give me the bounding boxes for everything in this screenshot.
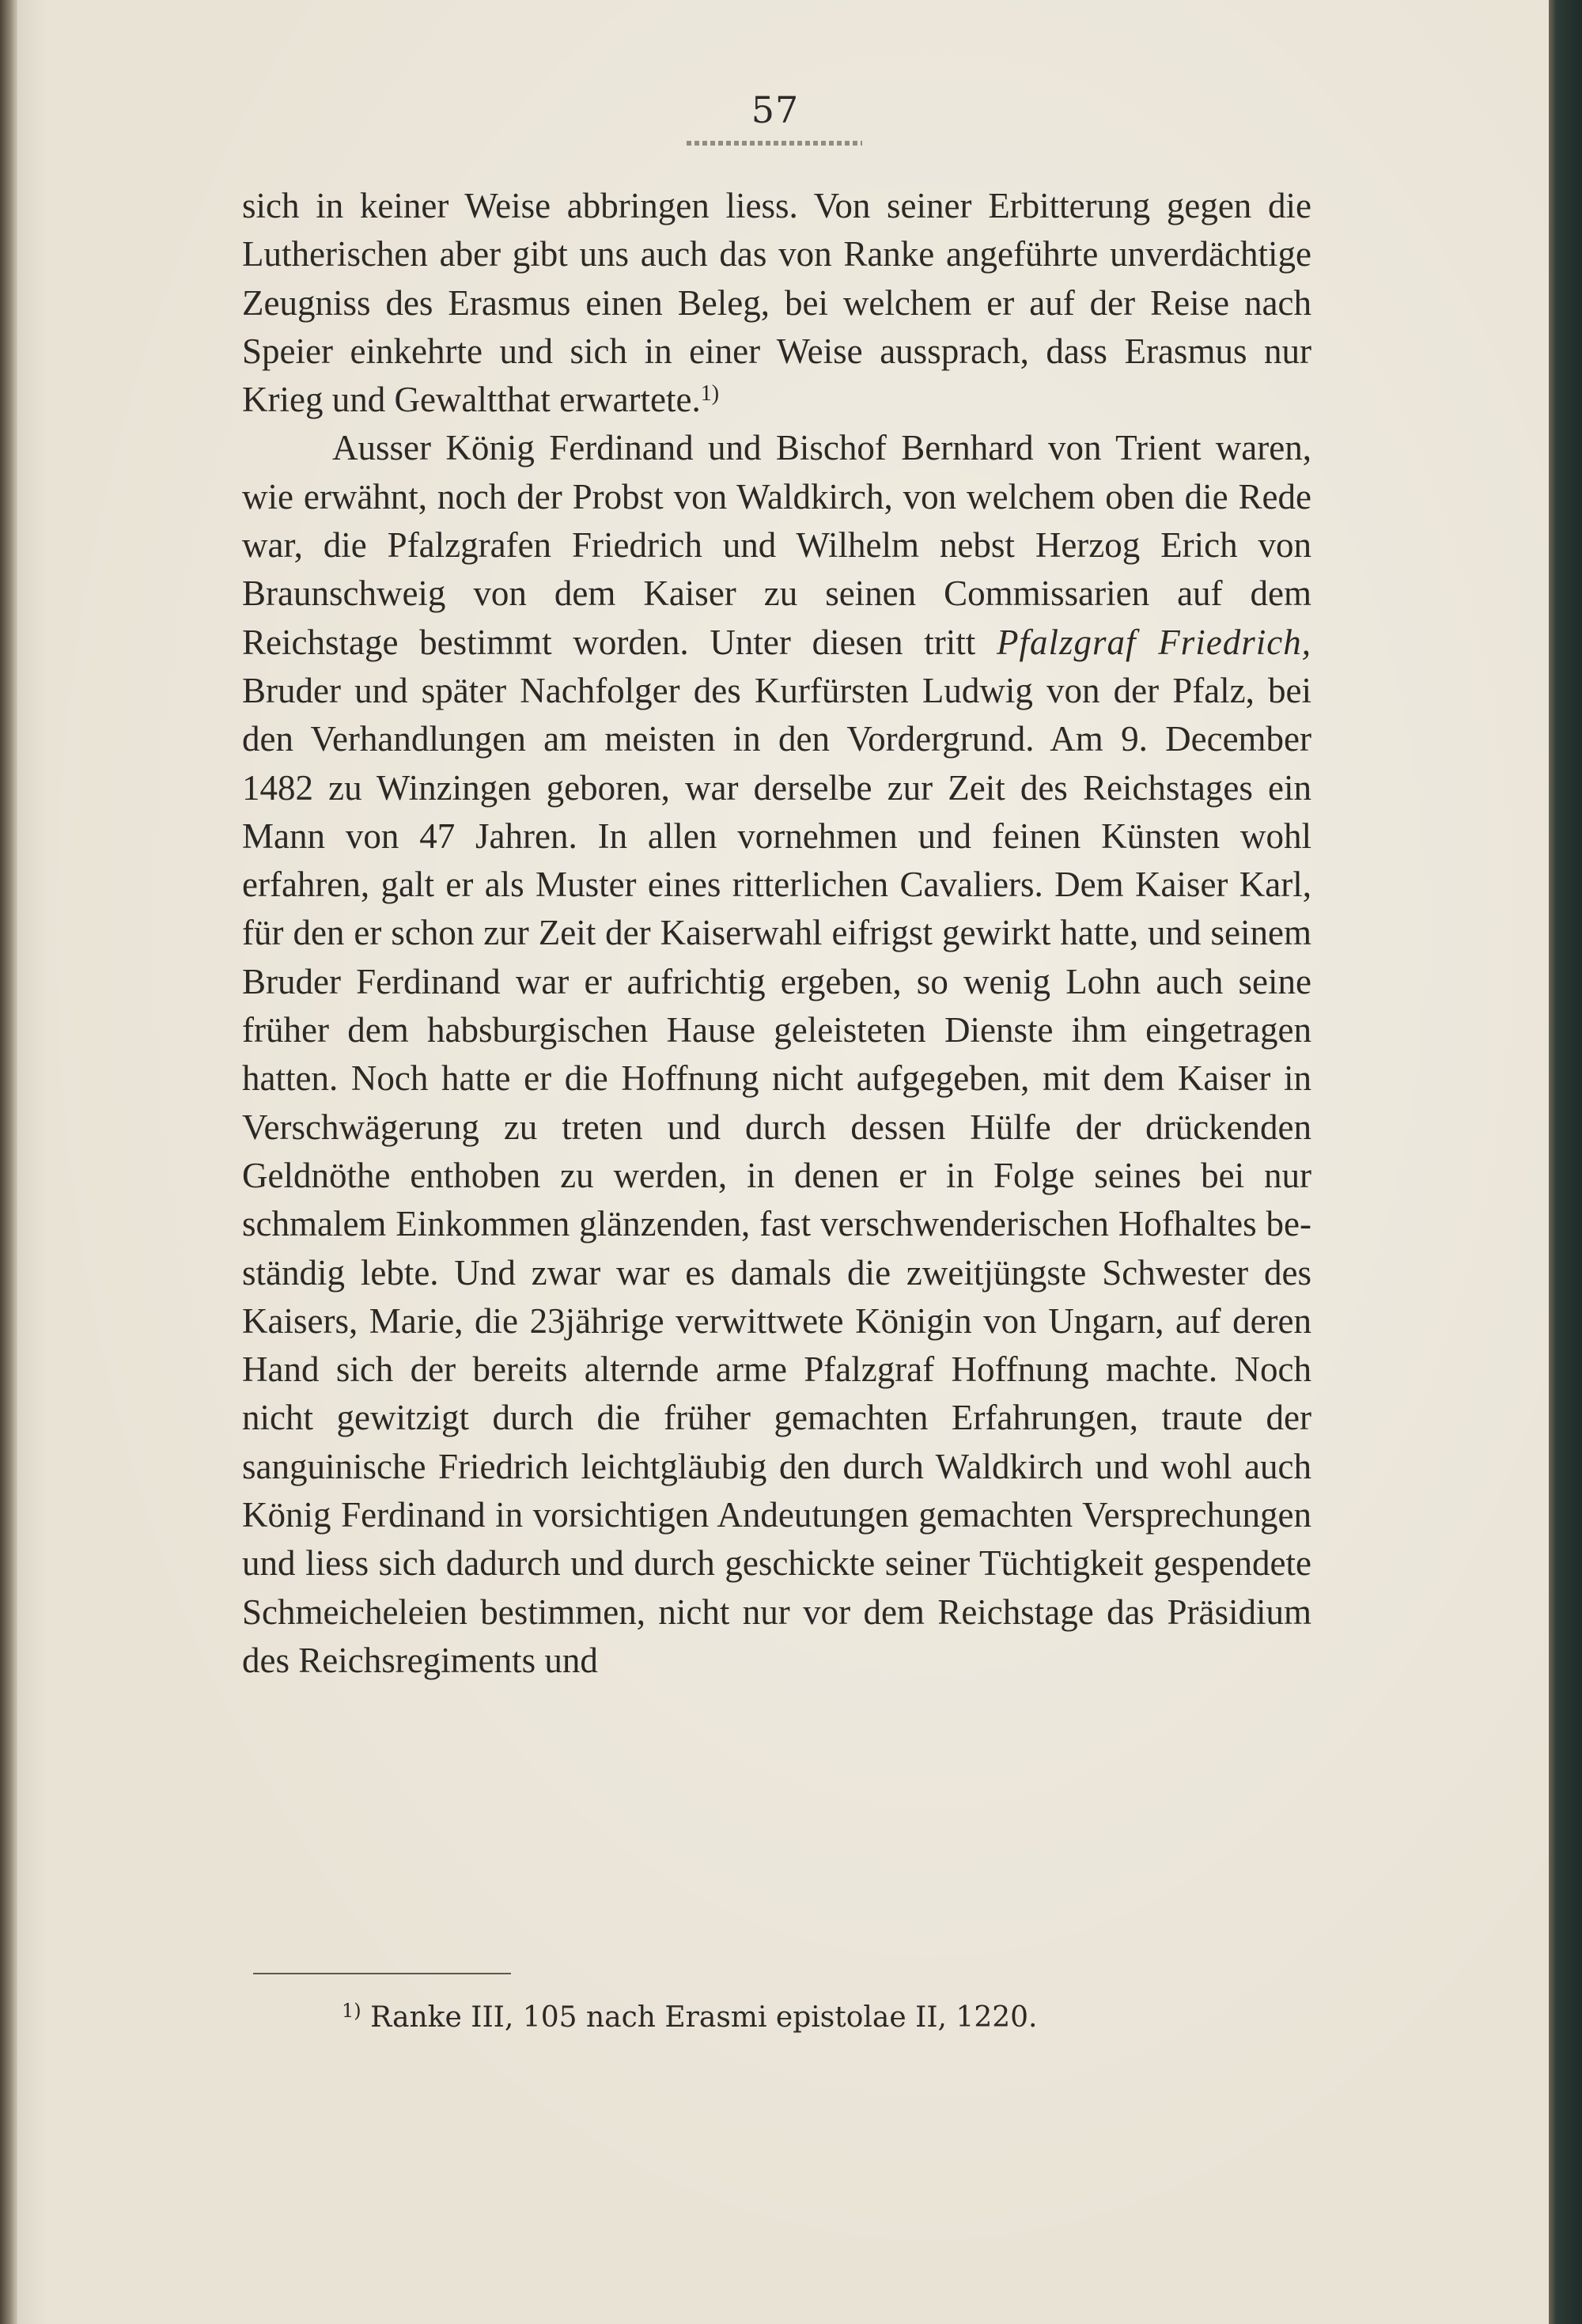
- binding-edge: [0, 0, 17, 2324]
- paragraph-1-text: sich in keiner Weise abbringen liess. Von seiner Erbitterung gegen die Lutherischen aber gibt uns auch das von Ranke angeführte unverdächtige Zeugniss des Erasmus einen Beleg, bei welchem er auf der Reise nach Speier einkehrte und sich in einer Weise aussprach, dass Erasmus nur Krieg und Gewaltthat erwartete.: [242, 186, 1311, 420]
- emphasized-name: Pfalzgraf Friedrich,: [997, 622, 1312, 662]
- paragraph-2-text-start: Ausser König Ferdinand und Bischof Bernhard von Trient waren, wie erwähnt, noch der Probst von Waldkirch, von welchem oben die Rede war, die Pfalzgrafen Friedrich und Wilhelm nebst Herzog Erich von Braunschweig von dem Kaiser zu seinen Commissarien auf dem Reichstage bestimmt worden. Unter diesen tritt: [242, 428, 1311, 662]
- body-text: [242, 182, 1311, 1685]
- page-number-ornament-rule: [687, 141, 862, 146]
- paragraph-2: [242, 424, 1311, 1685]
- page-number: 57: [751, 89, 800, 131]
- footnote-separator: [253, 1973, 511, 1974]
- book-cover-edge: [1549, 0, 1582, 2324]
- paragraph-2-text-end: Bruder und später Nachfolger des Kurfürsten Ludwig von der Pfalz, bei den Verhandlungen am meisten in den Vordergrund. Am 9. December 1482 zu Winzingen geboren, war derselbe zur Zeit des Reichstages ein Mann von 47 Jahren. In allen vornehmen und feinen Künsten wohl erfahren, galt er als Muster eines ritterlichen Cavaliers. Dem Kaiser Karl, für den er schon zur Zeit der Kaiserwahl eifrigst gewirkt hatte, und seinem Bruder Ferdinand war er aufrichtig ergeben, so wenig Lohn auch seine früher dem habsburgischen Hause geleisteten Dienste ihm eingetragen hatten. Noch hatte er die Hoffnung nicht aufgegeben, mit dem Kaiser in Verschwägerung zu treten und durch dessen Hülfe der drückenden Geldnöthe enthoben zu werden, in denen er in Folge seines bei nur schmalem Einkommen glänzenden, fast verschwenderischen Hofhaltes beständig lebte. Und zwar war es damals die zweitjüngste Schwester des Kaisers, Marie, die 23jährige verwittwete Königin von Ungarn, auf deren Hand sich der bereits alternde arme Pfalzgraf Hoffnung machte. Noch nicht gewitzigt durch die früher gemachten Erfahrungen, traute der sanguinische Friedrich leichtgläubig den durch Waldkirch und wohl auch König Ferdinand in vorsichtigen Andeutungen gemachten Versprechungen und liess sich dadurch und durch geschickte seiner Tüchtigkeit gespendete Schmeicheleien bestimmen, nicht nur vor dem Reichstage das Präsidium des Reichsregiments und: [242, 670, 1311, 1680]
- footnote-mark: 1): [342, 2000, 361, 2022]
- footnote-reference-mark: 1): [700, 381, 720, 407]
- footnote-text: Ranke III, 105 nach Erasmi epistolae II, 1220.: [370, 2001, 1038, 2034]
- footnote: [342, 2000, 1291, 2036]
- paragraph-1: [242, 182, 1311, 424]
